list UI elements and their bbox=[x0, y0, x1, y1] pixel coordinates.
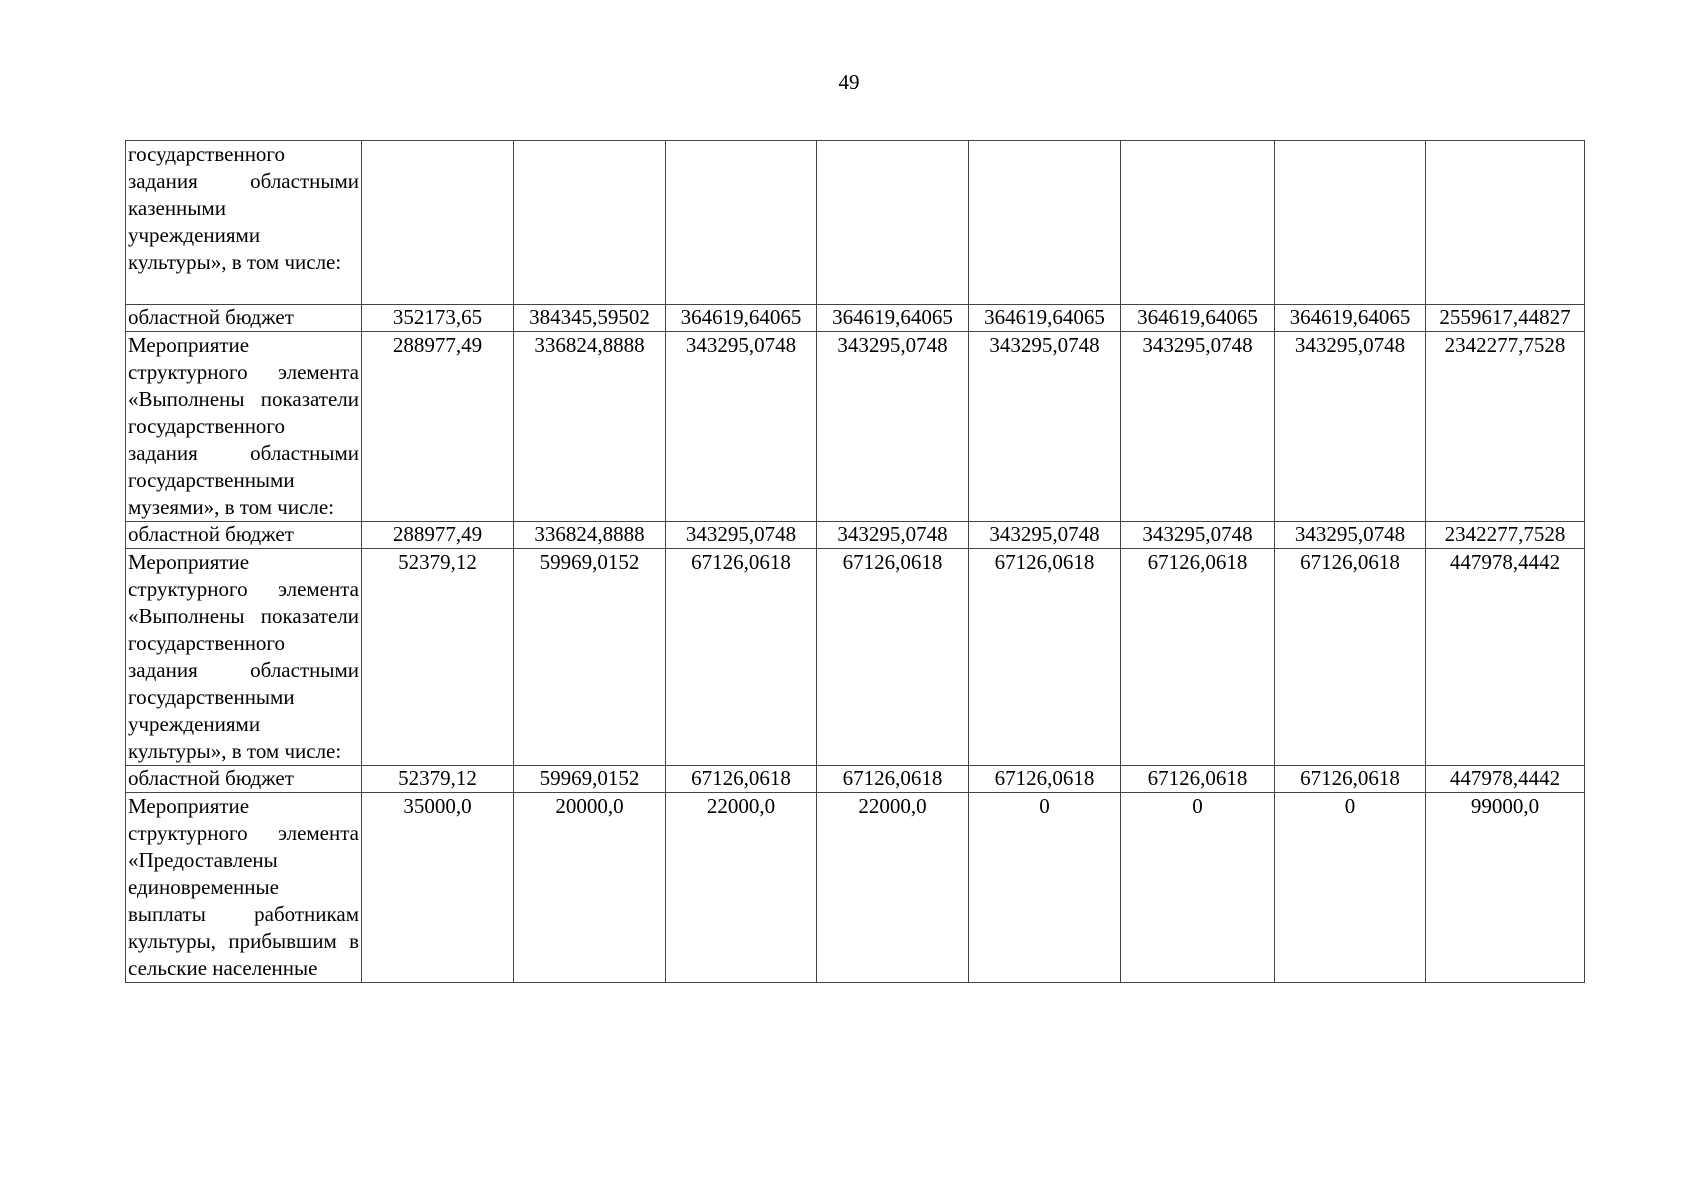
value-cell bbox=[666, 141, 817, 305]
value-cell: 364619,64065 bbox=[969, 305, 1121, 332]
value-cell: 22000,0 bbox=[817, 793, 969, 983]
value-cell: 67126,0618 bbox=[1275, 549, 1426, 766]
value-cell: 0 bbox=[969, 793, 1121, 983]
total-cell: 99000,0 bbox=[1426, 793, 1585, 983]
value-cell bbox=[817, 141, 969, 305]
value-cell: 67126,0618 bbox=[666, 549, 817, 766]
table-row bbox=[126, 549, 1585, 766]
value-cell: 343295,0748 bbox=[1275, 332, 1426, 522]
value-cell: 20000,0 bbox=[514, 793, 666, 983]
value-cell: 67126,0618 bbox=[817, 549, 969, 766]
value-cell: 336824,8888 bbox=[514, 332, 666, 522]
value-cell: 336824,8888 bbox=[514, 522, 666, 549]
table-row bbox=[126, 332, 1585, 522]
total-cell: 2559617,44827 bbox=[1426, 305, 1585, 332]
value-cell: 384345,59502 bbox=[514, 305, 666, 332]
row-label: Мероприятие структурного элемента «Выполнены показатели государственного задания областными государственными музеями», в том числе: bbox=[126, 332, 362, 522]
value-cell bbox=[969, 141, 1121, 305]
value-cell: 0 bbox=[1275, 793, 1426, 983]
budget-table bbox=[125, 140, 1585, 983]
value-cell: 343295,0748 bbox=[969, 332, 1121, 522]
row-label: областной бюджет bbox=[126, 522, 362, 549]
page-number: 49 bbox=[838, 70, 860, 94]
value-cell: 59969,0152 bbox=[514, 766, 666, 793]
value-cell: 67126,0618 bbox=[666, 766, 817, 793]
value-cell: 0 bbox=[1121, 793, 1275, 983]
value-cell: 52379,12 bbox=[362, 766, 514, 793]
total-cell bbox=[1426, 141, 1585, 305]
value-cell: 67126,0618 bbox=[969, 766, 1121, 793]
value-cell: 343295,0748 bbox=[1275, 522, 1426, 549]
value-cell: 67126,0618 bbox=[817, 766, 969, 793]
row-label: Мероприятие структурного элемента «Предоставлены единовременные выплаты работникам культуры, прибывшим в сельские населенные bbox=[126, 793, 362, 983]
table-row bbox=[126, 141, 1585, 305]
value-cell: 343295,0748 bbox=[666, 522, 817, 549]
total-cell: 2342277,7528 bbox=[1426, 522, 1585, 549]
row-label: областной бюджет bbox=[126, 766, 362, 793]
table-row bbox=[126, 766, 1585, 793]
value-cell: 343295,0748 bbox=[817, 332, 969, 522]
total-cell: 447978,4442 bbox=[1426, 766, 1585, 793]
value-cell: 288977,49 bbox=[362, 522, 514, 549]
table-row bbox=[126, 522, 1585, 549]
value-cell: 22000,0 bbox=[666, 793, 817, 983]
row-label: Мероприятие структурного элемента «Выполнены показатели государственного задания областными государственными учреждениями культуры», в том числе: bbox=[126, 549, 362, 766]
table-row bbox=[126, 793, 1585, 983]
value-cell bbox=[514, 141, 666, 305]
value-cell: 364619,64065 bbox=[817, 305, 969, 332]
value-cell: 59969,0152 bbox=[514, 549, 666, 766]
value-cell: 288977,49 bbox=[362, 332, 514, 522]
value-cell: 364619,64065 bbox=[1121, 305, 1275, 332]
value-cell: 67126,0618 bbox=[1275, 766, 1426, 793]
value-cell bbox=[1275, 141, 1426, 305]
value-cell: 343295,0748 bbox=[969, 522, 1121, 549]
value-cell: 364619,64065 bbox=[1275, 305, 1426, 332]
value-cell: 67126,0618 bbox=[969, 549, 1121, 766]
value-cell bbox=[362, 141, 514, 305]
value-cell: 67126,0618 bbox=[1121, 766, 1275, 793]
value-cell: 352173,65 bbox=[362, 305, 514, 332]
value-cell: 343295,0748 bbox=[1121, 332, 1275, 522]
total-cell: 447978,4442 bbox=[1426, 549, 1585, 766]
row-label: государственного задания областными казенными учреждениями культуры», в том числе: bbox=[126, 141, 362, 305]
value-cell: 343295,0748 bbox=[666, 332, 817, 522]
value-cell bbox=[1121, 141, 1275, 305]
value-cell: 343295,0748 bbox=[1121, 522, 1275, 549]
value-cell: 364619,64065 bbox=[666, 305, 817, 332]
value-cell: 67126,0618 bbox=[1121, 549, 1275, 766]
value-cell: 343295,0748 bbox=[817, 522, 969, 549]
value-cell: 52379,12 bbox=[362, 549, 514, 766]
value-cell: 35000,0 bbox=[362, 793, 514, 983]
total-cell: 2342277,7528 bbox=[1426, 332, 1585, 522]
row-label: областной бюджет bbox=[126, 305, 362, 332]
table-row bbox=[126, 305, 1585, 332]
